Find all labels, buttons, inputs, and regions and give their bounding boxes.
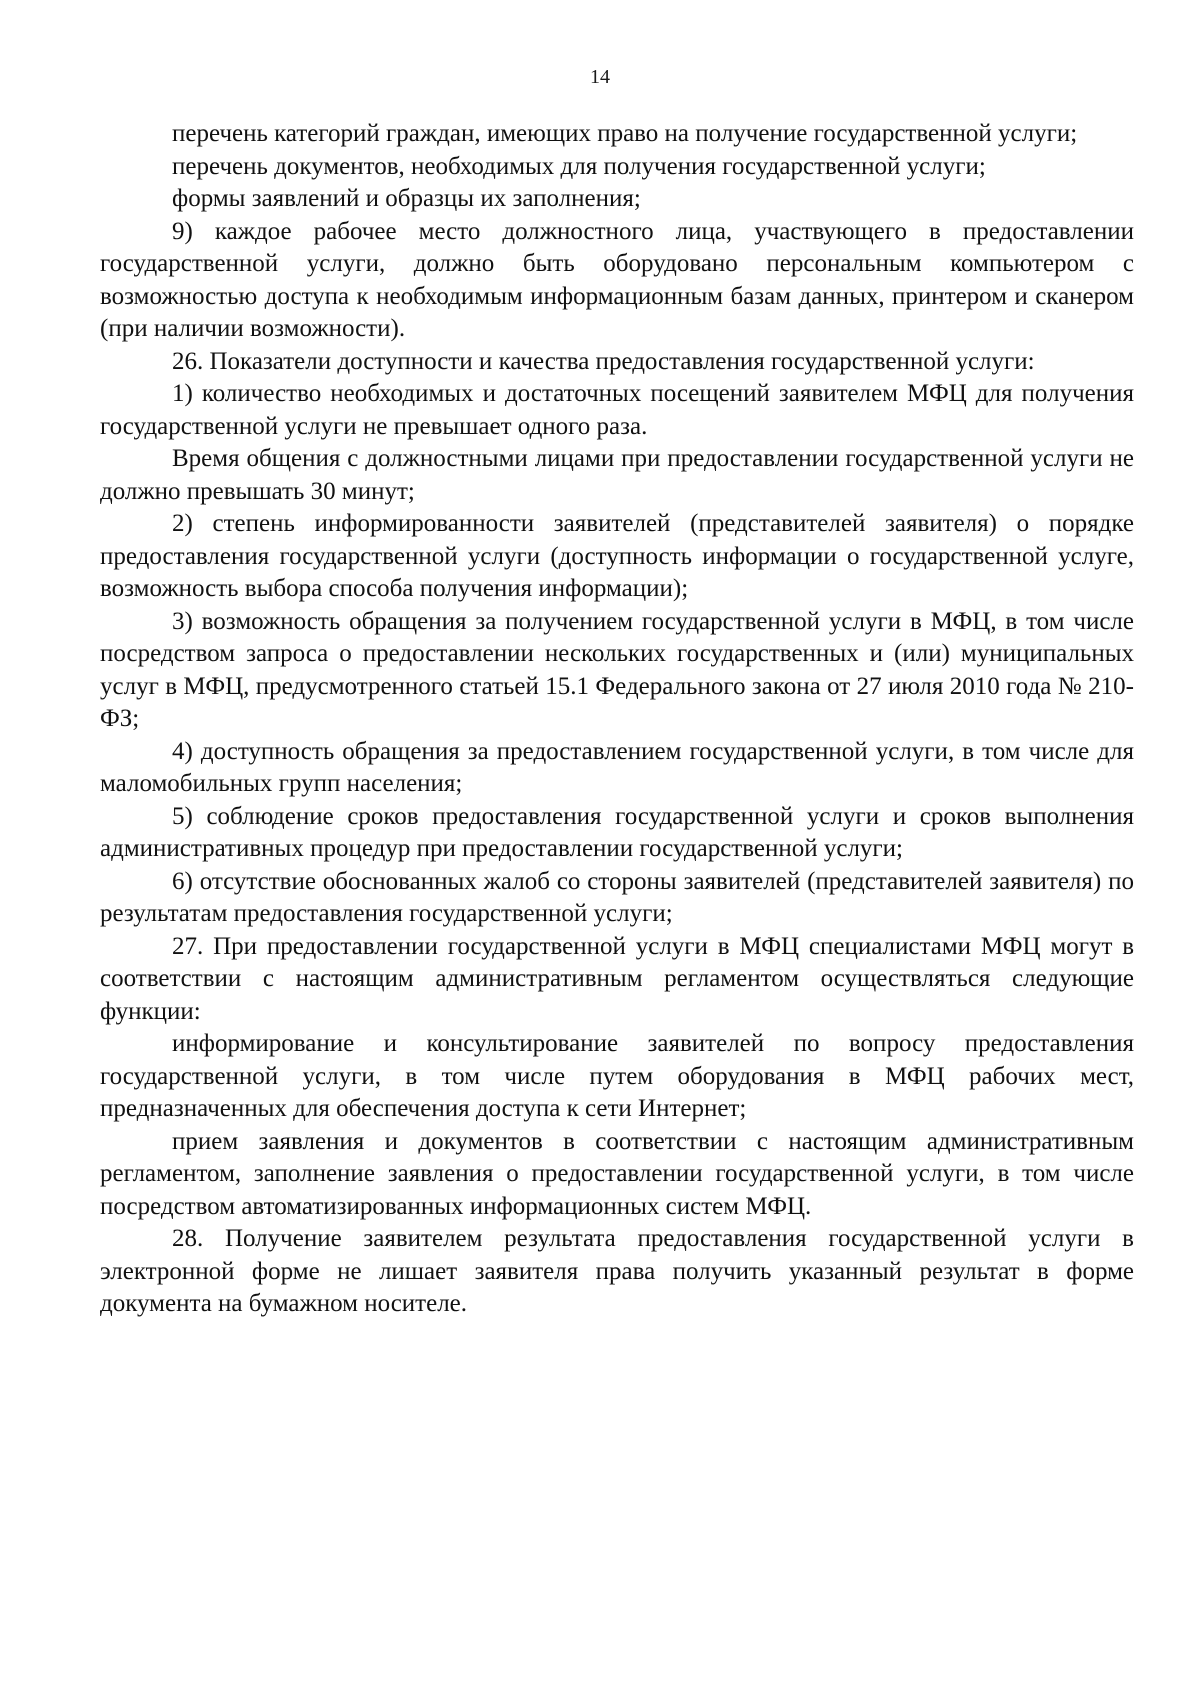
paragraph-item-2: 2) степень информированности заявителей (представителей заявителя) о порядке предоставления государственной услуги (доступность информации о государственной услуге, возможность выбора способа получения информации); xyxy=(100,510,1134,602)
document-body xyxy=(100,118,1134,1321)
paragraph-item-5: 5) соблюдение сроков предоставления государственной услуги и сроков выполнения административных процедур при предоставлении государственной услуги; xyxy=(100,802,1134,862)
page-number: 14 xyxy=(590,66,610,88)
paragraph-forms: формы заявлений и образцы их заполнения; xyxy=(172,185,641,212)
paragraph-section-28: 28. Получение заявителем результата предоставления государственной услуги в электронной форме не лишает заявителя права получить указанный результат в форме документа на бумажном носителе. xyxy=(100,1225,1134,1317)
paragraph-item-9: 9) каждое рабочее место должностного лица, участвующего в предоставлении государственной услуги, должно быть оборудовано персональным компьютером с возможностью доступа к необходимым информационным базам данных, принтером и сканером (при наличии возможности). xyxy=(100,217,1134,342)
paragraph-categories-list: перечень категорий граждан, имеющих право на получение государственной услуги; xyxy=(172,120,1078,147)
paragraph-item-4: 4) доступность обращения за предоставлением государственной услуги, в том числе для маломобильных групп населения; xyxy=(100,737,1134,797)
paragraph-item-1: 1) количество необходимых и достаточных посещений заявителем МФЦ для получения государственной услуги не превышает одного раза. xyxy=(100,380,1134,440)
paragraph-informing: информирование и консультирование заявителей по вопросу предоставления государственной услуги, в том числе путем оборудования в МФЦ рабочих мест, предназначенных для обеспечения доступа к сети Интернет; xyxy=(100,1030,1134,1122)
paragraph-section-27: 27. При предоставлении государственной услуги в МФЦ специалистами МФЦ могут в соответствии с настоящим административным регламентом осуществляться следующие функции: xyxy=(100,932,1134,1025)
paragraph-item-6: 6) отсутствие обоснованных жалоб со стороны заявителей (представителей заявителя) по результатам предоставления государственной услуги; xyxy=(100,867,1134,927)
paragraph-item-3: 3) возможность обращения за получением государственной услуги в МФЦ, в том числе посредством запроса о предоставлении нескольких государственных и (или) муниципальных услуг в МФЦ, предусмотренного статьей 15.1 Федерального закона от 27 июля 2010 года № 210-ФЗ; xyxy=(100,607,1134,732)
paragraph-communication-time: Время общения с должностными лицами при предоставлении государственной услуги не должно превышать 30 минут; xyxy=(100,445,1134,505)
paragraph-documents-list: перечень документов, необходимых для получения государственной услуги; xyxy=(172,152,986,180)
paragraph-reception: прием заявления и документов в соответствии с настоящим административным регламентом, заполнение заявления о предоставлении государственной услуги, в том числе посредством автоматизированных информационных систем МФЦ. xyxy=(100,1127,1134,1220)
paragraph-section-26: 26. Показатели доступности и качества предоставления государственной услуги: xyxy=(172,347,1035,375)
